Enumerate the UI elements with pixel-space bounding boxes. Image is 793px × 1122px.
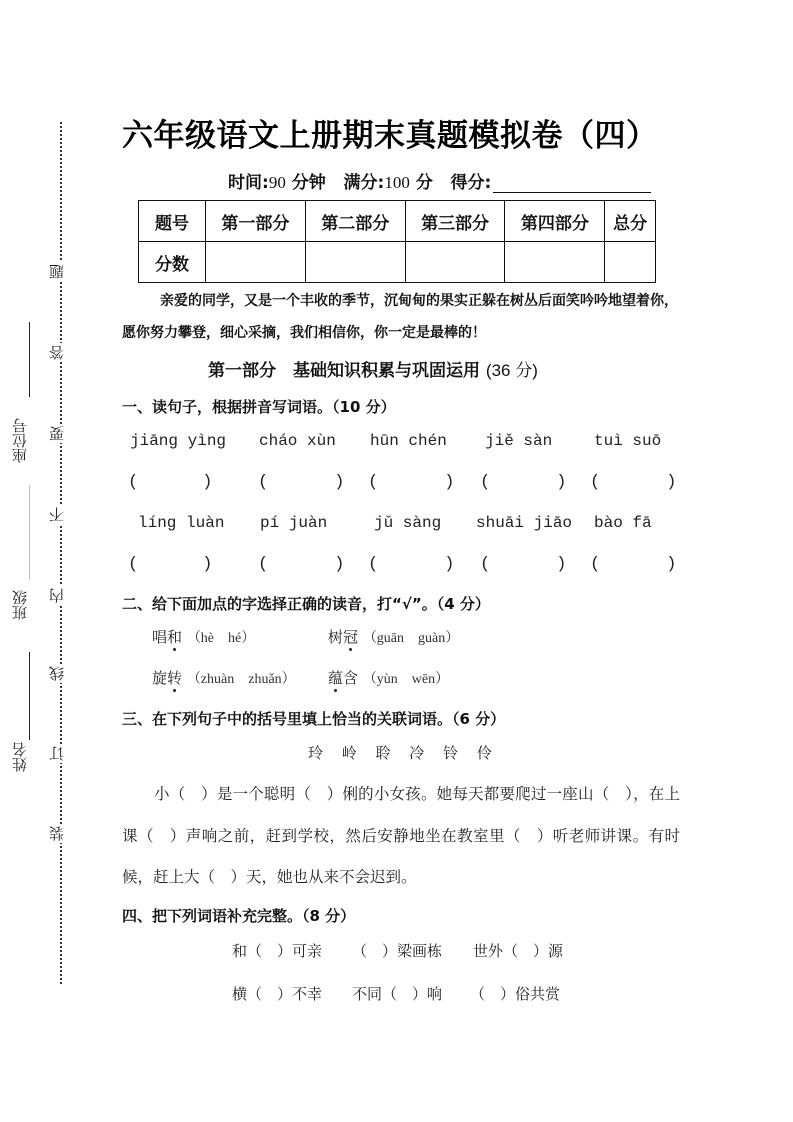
dotted-char: 冠 xyxy=(343,628,359,646)
pinyin-item: hūn chén xyxy=(370,432,447,450)
dotted-char: 转 xyxy=(167,669,183,687)
full-value: 100 xyxy=(384,173,410,192)
idiom-item[interactable]: 不同（ ）响 xyxy=(352,985,443,1003)
name-underline xyxy=(29,652,30,740)
seat-underline xyxy=(29,322,30,397)
score-table-header-row xyxy=(139,201,656,242)
binding-char: 订 xyxy=(48,746,66,761)
q3-heading: 三、在下列句子中的括号里填上恰当的关联词语。（6 分） xyxy=(122,710,506,728)
score-blank[interactable] xyxy=(493,172,651,193)
dotted-char: 和 xyxy=(167,628,183,646)
time-label: 时间: xyxy=(228,173,269,193)
full-label: 满分: xyxy=(343,173,385,193)
pinyin-item: tuì suō xyxy=(594,432,662,450)
idiom-item[interactable]: （ ）梁画栋 xyxy=(352,942,443,960)
pinyin-item: jiāng yìng xyxy=(130,432,227,450)
binding-char: 不 xyxy=(48,507,66,522)
answer-blank[interactable]: ( ) xyxy=(590,555,677,574)
idiom-item[interactable]: （ ）俗共赏 xyxy=(470,985,561,1003)
score-cell[interactable] xyxy=(405,242,505,283)
pronunciation-item[interactable] xyxy=(152,626,255,647)
answer-blank[interactable]: ( ) xyxy=(128,473,213,492)
pinyin-item: shuāi jiāo xyxy=(476,514,573,532)
idiom-item[interactable]: 世外（ ）源 xyxy=(473,942,564,960)
score-label: 得分: xyxy=(450,173,492,193)
score-cell[interactable] xyxy=(605,242,656,283)
pinyin-item: líng luàn xyxy=(138,514,225,532)
binding-char: 装 xyxy=(48,826,66,841)
score-cell[interactable] xyxy=(305,242,405,283)
part1-heading xyxy=(208,356,538,381)
word-part: 旋 xyxy=(152,669,168,687)
answer-blank[interactable]: ( ) xyxy=(368,473,455,492)
answer-blank[interactable]: ( ) xyxy=(480,473,567,492)
score-header-cell: 第三部分 xyxy=(405,201,505,242)
pinyin-item: pí juàn xyxy=(260,514,328,532)
idiom-item[interactable]: 和（ ）可亲 xyxy=(232,942,323,960)
binding-char: 内 xyxy=(48,588,66,603)
pronunciation-item[interactable] xyxy=(328,626,459,647)
score-cell[interactable] xyxy=(505,242,605,283)
part1-points: (36 分) xyxy=(485,361,538,380)
score-header-cell: 第一部分 xyxy=(206,201,306,242)
score-table-value-row xyxy=(139,242,656,283)
score-header-cell: 题号 xyxy=(139,201,206,242)
pinyin-options: （yùn wēn） xyxy=(362,672,450,687)
name-label: 姓名 xyxy=(11,742,29,772)
word-part: 含 xyxy=(343,669,359,687)
score-row-label: 分数 xyxy=(139,242,206,283)
score-header-cell: 第四部分 xyxy=(505,201,605,242)
q3-paragraph: 小（ ）是一个聪明（ ）俐的小女孩。她每天都要爬过一座山（ ），在上课（ ）声响之前，赶到学校，然后安静地坐在教室里（ ）听老师讲课。有时候，赶上大（ ）天，她也从来不会迟到。 xyxy=(122,785,680,886)
score-header-cell: 总分 xyxy=(605,201,656,242)
intro-text: 亲爱的同学，又是一个丰收的季节，沉甸甸的果实正躲在树丛后面笑吟吟地望着你，愿你努力攀登，细心采摘，我们相信你，你一定是最棒的！ xyxy=(122,293,678,341)
pinyin-options: （hè hé） xyxy=(186,631,256,646)
time-value: 90 xyxy=(268,173,286,192)
class-label: 班级 xyxy=(11,590,29,620)
binding-char: 线 xyxy=(48,666,66,681)
full-unit: 分 xyxy=(415,173,433,193)
binding-char: 要 xyxy=(48,426,66,441)
word-part: 唱 xyxy=(152,628,168,646)
answer-blank[interactable]: ( ) xyxy=(258,555,345,574)
answer-blank[interactable]: ( ) xyxy=(128,555,213,574)
exam-meta xyxy=(228,168,651,193)
pinyin-item: jǔ sàng xyxy=(374,514,442,532)
part1-title: 第一部分 基础知识积累与巩固运用 xyxy=(208,361,480,381)
binding-dotted-line xyxy=(60,122,62,984)
pinyin-item: cháo xùn xyxy=(259,432,336,450)
pinyin-options: （zhuàn zhuǎn） xyxy=(186,672,296,687)
idiom-item[interactable]: 横（ ）不幸 xyxy=(232,985,323,1003)
q4-heading: 四、把下列词语补充完整。（8 分） xyxy=(122,907,356,925)
answer-blank[interactable]: ( ) xyxy=(368,555,455,574)
pinyin-item: bào fā xyxy=(594,514,652,532)
word-part: 树 xyxy=(328,628,344,646)
score-cell[interactable] xyxy=(206,242,306,283)
answer-blank[interactable]: ( ) xyxy=(258,473,345,492)
word-bank: 玲 岭 聆 冷 铃 伶 xyxy=(308,744,492,762)
q2-heading: 二、给下面加点的字选择正确的读音，打“√”。（4 分） xyxy=(122,595,490,613)
pinyin-item: jiě sàn xyxy=(485,432,553,450)
binding-char: 答 xyxy=(48,345,66,360)
page-title: 六年级语文上册期末真题模拟卷（四） xyxy=(122,118,658,154)
answer-blank[interactable]: ( ) xyxy=(590,473,677,492)
score-table xyxy=(138,200,656,283)
dotted-char: 蕴 xyxy=(328,669,344,687)
pinyin-options: （guān guàn） xyxy=(362,631,460,646)
pronunciation-item[interactable] xyxy=(152,667,296,688)
pronunciation-item[interactable] xyxy=(328,667,449,688)
answer-blank[interactable]: ( ) xyxy=(480,555,567,574)
binding-char: 题 xyxy=(48,264,66,279)
seat-label: 座位号 xyxy=(11,418,29,463)
class-underline xyxy=(29,485,30,580)
q1-heading: 一、读句子，根据拼音写词语。（10 分） xyxy=(122,398,396,416)
score-header-cell: 第二部分 xyxy=(305,201,405,242)
time-unit: 分钟 xyxy=(291,173,326,193)
